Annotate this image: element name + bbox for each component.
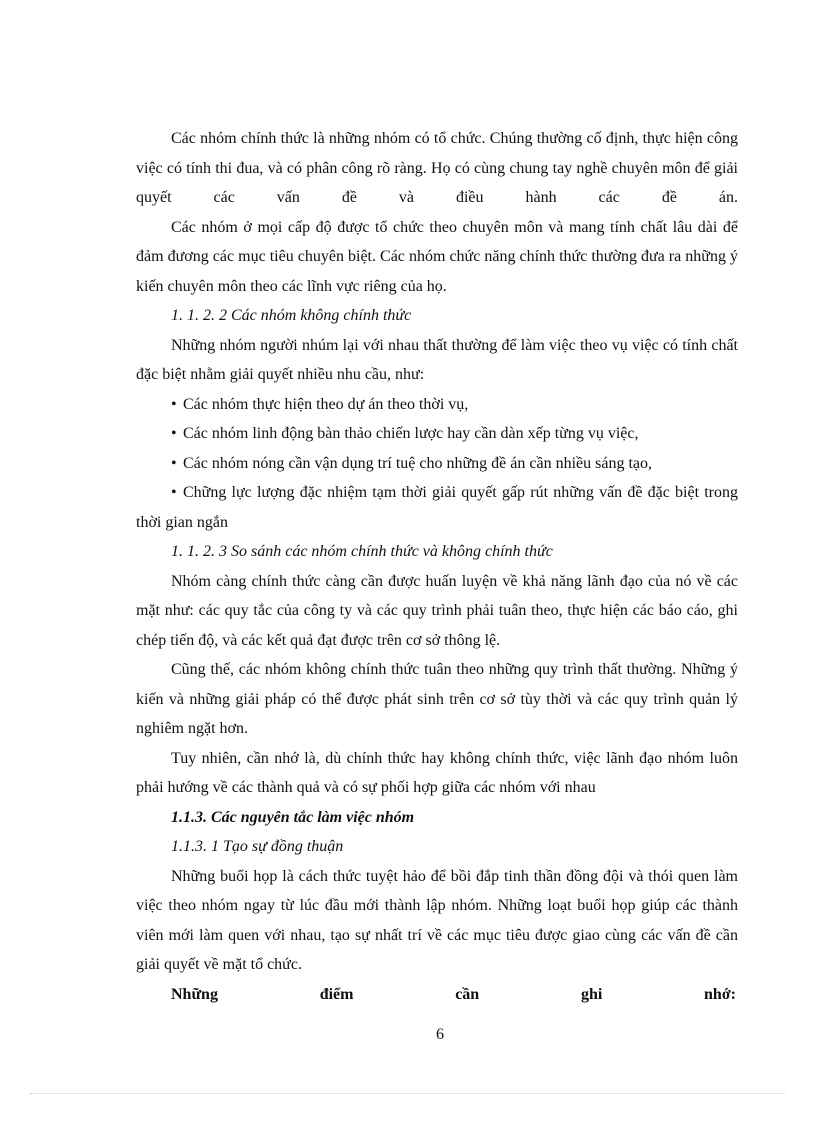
bullet-item: • Các nhóm linh động bàn thảo chiến lược hay cần dàn xếp từng vụ việc, xyxy=(136,419,738,449)
note-word: điểm xyxy=(319,985,354,1003)
note-word: cần xyxy=(455,985,480,1003)
bullet-icon: • xyxy=(171,454,177,472)
bullet-icon: • xyxy=(171,484,177,501)
bullet-icon: • xyxy=(171,395,177,413)
document-page xyxy=(136,124,738,1009)
bullet-icon: • xyxy=(171,425,177,442)
paragraph-formal-training: Nhóm càng chính thức càng cần được huấn luyện về khả năng lãnh đạo của nó về các mặt như: các quy tắc của công ty và các quy trình phải tuân theo, thực hiện các báo cáo, ghi chép tiến độ, và các kết quả đạt được trên cơ sở thông lệ. xyxy=(136,572,738,649)
paragraph-formal-groups-levels: Các nhóm ở mọi cấp độ được tổ chức theo chuyên môn và mang tính chất lâu dài để đảm đương các mục tiêu chuyên biệt. Các nhóm chức năng chính thức thường đưa ra những ý kiến chuyên môn theo các lĩnh vực riêng của họ. xyxy=(136,218,738,295)
heading-compare-groups: 1. 1. 2. 3 So sánh các nhóm chính thức và không chính thức xyxy=(171,543,553,560)
heading-consensus: 1.1.3. 1 Tạo sự đồng thuận xyxy=(171,838,344,855)
note-word: nhớ: xyxy=(704,985,736,1003)
page-number: 6 xyxy=(436,1026,444,1043)
page-bottom-divider xyxy=(30,1093,786,1094)
paragraph-informal-procedures: Cũng thế, các nhóm không chính thức tuân theo những quy trình thất thường. Những ý kiến và những giải pháp có thể được phát sinh trên cơ sở tùy thời và các quy trình quản lý nghiêm ngặt hơn. xyxy=(136,661,738,737)
note-word: ghi xyxy=(580,985,603,1003)
bullet-item: • Các nhóm thực hiện theo dự án theo thời vụ, xyxy=(136,390,738,420)
paragraph-leadership: Tuy nhiên, cần nhớ là, dù chính thức hay không chính thức, việc lãnh đạo nhóm luôn phải hướng về các thành quả và có sự phối hợp giữa các nhóm với nhau xyxy=(136,749,738,796)
heading-informal-groups: 1. 1. 2. 2 Các nhóm không chính thức xyxy=(171,307,412,324)
paragraph-informal-groups: Những nhóm người nhúm lại với nhau thất thường để làm việc theo vụ việc có tính chất đặc biệt nhằm giải quyết nhiều nhu cầu, như: xyxy=(136,336,738,383)
paragraph-meetings: Những buổi họp là cách thức tuyệt hảo để bồi đắp tinh thần đồng đội và thói quen làm việc theo nhóm ngay từ lúc đầu mới thành lập nhóm. Những loạt buổi họp giúp các thành viên mới làm quen với nhau, tạo sự nhất trí về các mục tiêu được giao cùng các vấn đề cần giải quyết về mặt tổ chức. xyxy=(136,867,738,973)
heading-teamwork-principles: 1.1.3. Các nguyên tắc làm việc nhóm xyxy=(171,808,415,826)
note-word: Những xyxy=(171,985,218,1003)
paragraph-formal-groups: Các nhóm chính thức là những nhóm có tổ chức. Chúng thường cố định, thực hiện công việc có tính thi đua, và có phân công rõ ràng. Họ có cùng chung tay nghề chuyên môn để giải quyết các vấn đề và điều hành các đề án. xyxy=(136,130,738,206)
bullet-item: • Chững lực lượng đặc nhiệm tạm thời giải quyết gấp rút những vấn đề đặc biệt trong thời gian ngắn xyxy=(136,478,738,537)
note-heading xyxy=(136,980,736,1010)
bullet-item: • Các nhóm nóng cần vận dụng trí tuệ cho những đề án cần nhiều sáng tạo, xyxy=(136,449,738,479)
